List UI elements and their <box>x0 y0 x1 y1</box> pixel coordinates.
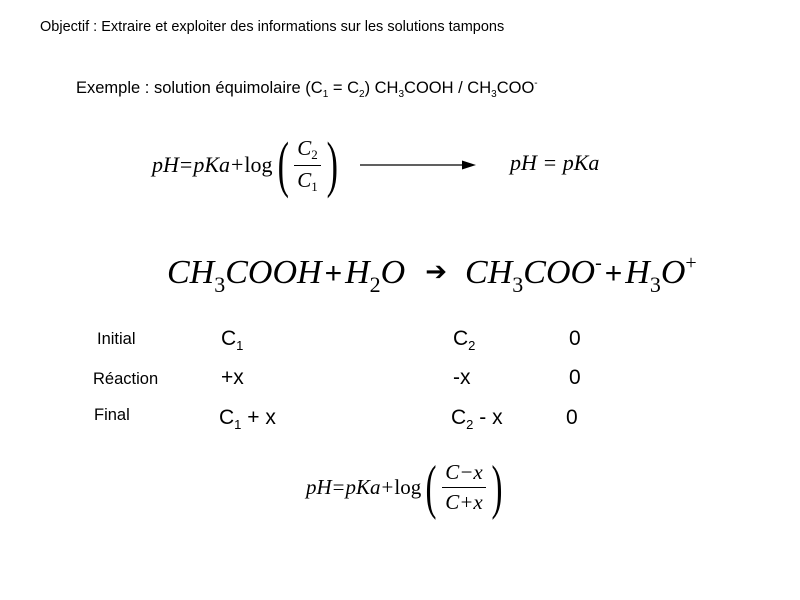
product-hydronium-rest: O <box>660 254 686 291</box>
example-sub: 2 <box>359 89 365 100</box>
plus-sign: + <box>324 257 343 290</box>
cell-final-acid: $C_1 + x$ <box>219 406 276 432</box>
example-text: = C <box>328 79 359 97</box>
example-line <box>76 78 538 100</box>
fraction-numerator: $C_2$ <box>294 136 321 166</box>
subscript: 3 <box>214 272 226 297</box>
example-text: ) CH <box>364 79 399 97</box>
superscript: + <box>685 252 697 274</box>
cell-reaction-base: -x <box>453 366 471 389</box>
formula-equals: = <box>332 474 345 499</box>
result-formula: pH = pKa <box>510 150 600 175</box>
example-text: COOH / CH <box>404 79 492 97</box>
product-acetate-rest: COO <box>523 254 596 291</box>
subscript: 3 <box>512 272 524 297</box>
formula-ph: pH <box>306 474 332 499</box>
formula-equals: = <box>179 152 193 177</box>
example-sup: - <box>534 78 538 89</box>
objective-line <box>40 19 504 35</box>
example-sub: 3 <box>491 89 497 100</box>
formula-pka: pKa <box>193 152 230 177</box>
right-paren: ) <box>326 131 338 199</box>
ratio-fraction <box>442 460 486 513</box>
subscript: 3 <box>649 272 661 297</box>
cell-initial-base: $C_2$ <box>453 327 476 353</box>
cell-reaction-acid: +x <box>221 366 244 389</box>
row-label-final: Final <box>94 406 130 424</box>
superscript: - <box>595 252 602 274</box>
formula-pka: pKa <box>345 474 381 499</box>
example-sub: 1 <box>322 89 329 100</box>
arrow-icon <box>360 157 476 173</box>
reactant-water-rest: O <box>380 254 406 291</box>
fraction-denominator: C+x <box>445 489 483 514</box>
cell-final-h3o: 0 <box>566 406 578 429</box>
henderson-formula <box>152 130 342 200</box>
formula-log: log <box>394 474 422 499</box>
example-sub: 3 <box>398 89 405 100</box>
formula-plus: + <box>231 152 244 177</box>
right-paren: ) <box>491 454 503 520</box>
row-label-initial: Initial <box>97 330 136 348</box>
cell-initial-h3o: 0 <box>569 327 581 350</box>
example-prefix: Exemple : solution équimolaire (C <box>76 79 323 97</box>
reaction-arrow-icon: ➔ <box>425 257 448 287</box>
product-hydronium: H <box>625 254 650 291</box>
example-text: COO <box>496 79 535 97</box>
fraction-denominator: $C_1$ <box>297 167 318 194</box>
ratio-fraction <box>294 136 321 195</box>
formula-plus: + <box>381 474 394 499</box>
reactant-acid: CH <box>167 254 215 291</box>
product-acetate: CH <box>465 254 513 291</box>
cell-reaction-h3o: 0 <box>569 366 581 389</box>
reactant-acid-rest: COOH <box>225 254 322 291</box>
left-paren: ( <box>277 131 289 199</box>
plus-sign: + <box>604 257 623 290</box>
formula-ph: pH <box>152 152 179 177</box>
cell-initial-acid: $C_1$ <box>221 327 244 353</box>
fraction-numerator: C−x <box>442 460 486 487</box>
formula-log: log <box>244 152 273 177</box>
reaction-equation <box>167 252 697 298</box>
final-ph-formula <box>306 454 507 520</box>
objective-text: Extraire et exploiter des informations sur les solutions tampons <box>97 19 505 35</box>
objective-label: Objectif : <box>40 19 98 35</box>
row-label-reaction: Réaction <box>93 370 159 388</box>
cell-final-base: $C_2$ - x <box>451 406 503 432</box>
left-paren: ( <box>425 454 437 520</box>
reactant-water: H <box>345 254 370 291</box>
subscript: 2 <box>369 272 381 297</box>
